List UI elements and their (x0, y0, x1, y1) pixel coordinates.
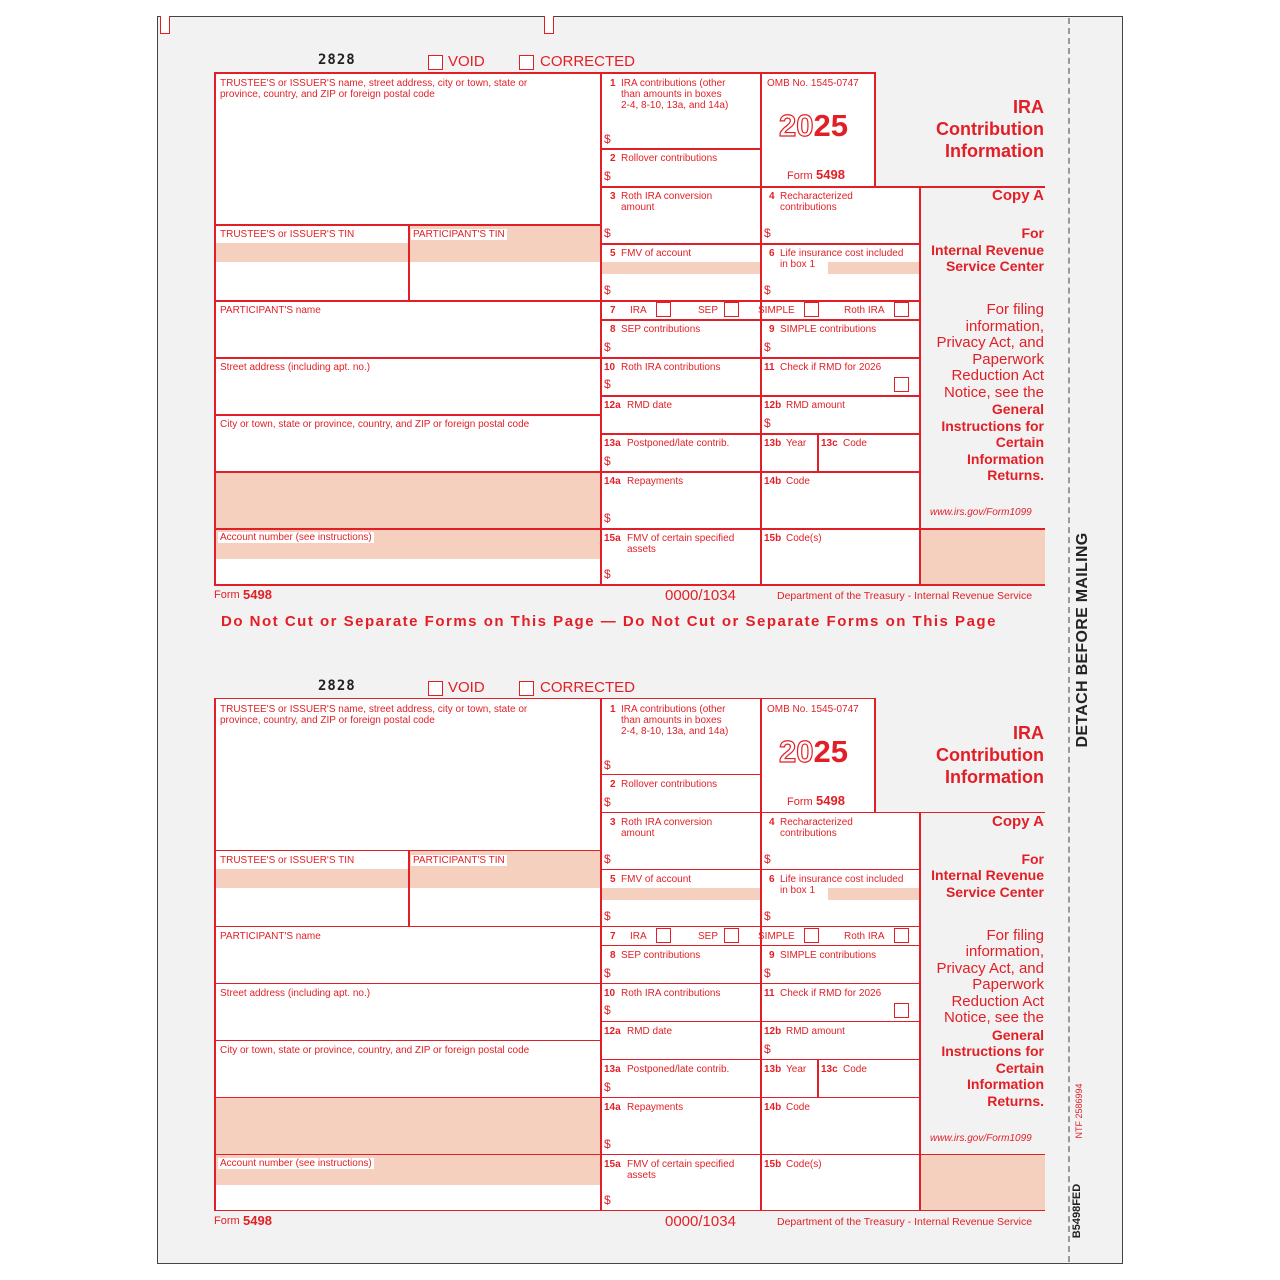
box-5-dollar: $ (604, 908, 611, 923)
box-15a-text: FMV of certain specified assets (627, 533, 735, 555)
box-13a-dollar: $ (604, 1079, 611, 1094)
catalog-number: 0000/1034 (665, 1212, 736, 1230)
trustee-tin-label: TRUSTEE'S or ISSUER'S TIN (220, 229, 355, 240)
box-10-text: Roth IRA contributions (621, 987, 721, 999)
box-8-text: SEP contributions (621, 324, 701, 335)
trustee-tin-label: TRUSTEE'S or ISSUER'S TIN (220, 854, 355, 866)
box-3-text: Roth IRA conversion amount (621, 816, 713, 839)
void-checkbox[interactable] (428, 55, 443, 70)
box-7-roth-checkbox[interactable] (894, 928, 909, 943)
box-8-dollar: $ (604, 965, 611, 980)
box-5-text: FMV of account (621, 248, 692, 259)
box-9-num: 9 (769, 949, 775, 961)
box-6-dollar: $ (764, 908, 771, 923)
box-3-text: Roth IRA conversion amount (621, 191, 713, 213)
box-1-label: 1 (610, 78, 616, 89)
box-13c-text: Code (843, 1063, 867, 1075)
box-14a-dollar: $ (604, 511, 611, 525)
trustee-tin-field[interactable] (214, 869, 408, 926)
trustee-name-label: TRUSTEE'S or ISSUER'S name, street address, city or town, state or province, country, and ZIP or foreign postal code (220, 703, 528, 726)
box-2-text: Rollover contributions (621, 153, 718, 164)
copy-label: Copy A (992, 187, 1044, 204)
box-9-text: SIMPLE contributions (780, 949, 877, 961)
box-15b-text: Code(s) (786, 533, 822, 544)
box-13a-num: 13a (604, 438, 621, 449)
box-4-num: 4 (769, 191, 775, 202)
box-8-num: 8 (610, 324, 616, 335)
box-11-text: Check if RMD for 2026 (780, 362, 882, 373)
box-12a-num: 12a (604, 400, 621, 411)
box-1-label: 1 (610, 703, 616, 715)
box-3-dollar: $ (604, 226, 611, 240)
void-label: VOID (448, 678, 485, 696)
city-label: City or town, state or province, country, and ZIP or foreign postal code (220, 419, 530, 430)
footer-form-number: 5498 (243, 1212, 272, 1228)
box-7-ira-checkbox[interactable] (656, 302, 671, 317)
box-7-simple-label: SIMPLE (758, 305, 795, 316)
box-13a-dollar: $ (604, 454, 611, 468)
box-13c-text: Code (843, 438, 867, 449)
box-3-num: 3 (610, 191, 616, 202)
participant-name-label: PARTICIPANT'S name (220, 930, 321, 942)
box-2-text: Rollover contributions (621, 778, 718, 790)
box-1-text: IRA contributions (other than amounts in boxes 2-4, 8-10, 13a, and 14a) (621, 703, 729, 737)
box-14a-text: Repayments (627, 1101, 684, 1113)
form-5498-copy (0, 0, 1280, 604)
form-word-omb: Form (787, 795, 813, 808)
box-13a-text: Postponed/late contrib. (627, 438, 730, 449)
box-10-text: Roth IRA contributions (621, 362, 721, 373)
box-8-num: 8 (610, 949, 616, 961)
box-7-ira-checkbox[interactable] (656, 928, 671, 943)
box-7-sep-checkbox[interactable] (724, 928, 739, 943)
ntf-code: NTF 2586994 (1074, 1083, 1084, 1139)
omb-number: OMB No. 1545-0747 (767, 703, 859, 715)
department-label: Department of the Treasury - Internal Revenue Service (777, 1215, 1033, 1228)
box-3-num: 3 (610, 816, 616, 828)
box-5-num: 5 (610, 873, 616, 885)
box-13b-text: Year (786, 438, 807, 449)
box-14a-num: 14a (604, 476, 621, 487)
corrected-label: CORRECTED (540, 53, 636, 70)
box-13c-num: 13c (821, 438, 838, 449)
filing-info-text: For filing information, Privacy Act, and Paperwork Reduction Act Notice, see the (936, 301, 1044, 401)
tax-year: 2025 (779, 733, 848, 769)
box-10-num: 10 (604, 362, 616, 373)
box-7-simple-checkbox[interactable] (804, 302, 819, 317)
box-11-checkbox[interactable] (894, 377, 909, 392)
box-9-num: 9 (769, 324, 775, 335)
form-code: 2828 (318, 52, 356, 68)
form-title: IRA Contribution Information (936, 97, 1044, 161)
copy-label: Copy A (992, 812, 1044, 830)
irs-website: www.irs.gov/Form1099 (930, 1132, 1032, 1144)
box-13c-num: 13c (821, 1063, 838, 1075)
void-checkbox[interactable] (428, 681, 443, 696)
catalog-number: 0000/1034 (665, 587, 736, 604)
omb-number: OMB No. 1545-0747 (767, 78, 859, 89)
box-3-dollar: $ (604, 851, 611, 866)
fmv-shade (601, 888, 760, 900)
corrected-checkbox[interactable] (519, 55, 534, 70)
box-14a-text: Repayments (627, 476, 684, 487)
shaded-blank-field (214, 471, 601, 528)
box-11-text: Check if RMD for 2026 (780, 987, 882, 999)
form-number-omb: 5498 (816, 167, 845, 182)
box-10-num: 10 (604, 987, 616, 999)
box-4-text: Recharacterized contributions (780, 816, 853, 839)
detach-label: DETACH BEFORE MAILING (1074, 532, 1091, 748)
box-4-num: 4 (769, 816, 775, 828)
box-8-text: SEP contributions (621, 949, 701, 961)
box-10-dollar: $ (604, 377, 611, 391)
box-1-text: IRA contributions (other than amounts in boxes 2-4, 8-10, 13a, and 14a) (621, 78, 729, 111)
box-4-text: Recharacterized contributions (780, 191, 853, 213)
box-12b-num: 12b (764, 1025, 782, 1037)
box-2-dollar: $ (604, 794, 611, 809)
box-15a-text: FMV of certain specified assets (627, 1158, 735, 1181)
box-7-ira-label: IRA (630, 930, 647, 942)
box-12b-text: RMD amount (786, 1025, 845, 1037)
box-13b-num: 13b (764, 1063, 782, 1075)
account-number-label: Account number (see instructions) (220, 532, 372, 543)
box-15b-num: 15b (764, 1158, 782, 1170)
box-9-text: SIMPLE contributions (780, 324, 877, 335)
city-label: City or town, state or province, country, and ZIP or foreign postal code (220, 1044, 530, 1056)
street-address-label: Street address (including apt. no.) (220, 987, 371, 999)
box-14b-text: Code (786, 476, 810, 487)
box-1-dollar: $ (604, 132, 611, 146)
participant-tin-label: PARTICIPANT'S TIN (413, 229, 505, 240)
box-13a-num: 13a (604, 1063, 621, 1075)
trustee-name-label: TRUSTEE'S or ISSUER'S name, street address, city or town, state or province, country, and ZIP or foreign postal code (220, 78, 528, 100)
box-13b-num: 13b (764, 438, 782, 449)
box-12a-num: 12a (604, 1025, 621, 1037)
box-6-num: 6 (769, 248, 775, 259)
box-10-dollar: $ (604, 1002, 611, 1017)
footer-form-word: Form (214, 589, 240, 601)
box-7-num: 7 (610, 930, 616, 942)
box-13b-text: Year (786, 1063, 807, 1075)
tax-year: 2025 (779, 108, 848, 143)
box-7-simple-checkbox[interactable] (804, 928, 819, 943)
form-word-omb: Form (787, 170, 813, 182)
box-7-sep-label: SEP (698, 305, 719, 316)
corner-shade (920, 1154, 1045, 1211)
participant-name-label: PARTICIPANT'S name (220, 305, 321, 316)
box-7-simple-label: SIMPLE (758, 930, 795, 942)
box-7-sep-checkbox[interactable] (724, 302, 739, 317)
general-instructions-text: General Instructions for Certain Information Returns. (941, 1026, 1044, 1109)
box-2-num: 2 (610, 778, 616, 790)
box-12b-dollar: $ (764, 416, 771, 430)
form-product-code: B5498FED (1071, 1183, 1083, 1239)
box-7-roth-label: Roth IRA (844, 930, 885, 942)
general-instructions-text: General Instructions for Certain Information Returns. (941, 401, 1044, 483)
shaded-blank-field (214, 1097, 601, 1154)
filing-info-text: For filing information, Privacy Act, and Paperwork Reduction Act Notice, see the (936, 926, 1044, 1026)
box-11-num: 11 (764, 987, 775, 999)
box-5-text: FMV of account (621, 873, 692, 885)
for-irs-label: For Internal Revenue Service Center (931, 850, 1044, 900)
box-6-dollar: $ (764, 283, 771, 297)
participant-tin-field[interactable] (408, 243, 601, 300)
box-4-dollar: $ (764, 226, 771, 240)
participant-tin-field[interactable] (408, 869, 601, 926)
footer-form-number: 5498 (243, 587, 272, 602)
fmv-shade (601, 262, 760, 274)
irs-website: www.irs.gov/Form1099 (930, 507, 1032, 518)
box-5-num: 5 (610, 248, 616, 259)
box-14a-num: 14a (604, 1101, 621, 1113)
box-15a-num: 15a (604, 1158, 621, 1170)
account-number-label: Account number (see instructions) (220, 1157, 372, 1169)
box-14b-num: 14b (764, 1101, 782, 1113)
box-14b-text: Code (786, 1101, 810, 1113)
box-2-dollar: $ (604, 169, 611, 183)
box-12a-text: RMD date (627, 1025, 673, 1037)
box-14b-num: 14b (764, 476, 782, 487)
box-12b-dollar: $ (764, 1041, 771, 1056)
box-6-text: Life insurance cost included in box 1 (780, 248, 904, 270)
department-label: Department of the Treasury - Internal Revenue Service (777, 590, 1033, 602)
box-14a-dollar: $ (604, 1136, 611, 1151)
box-15a-num: 15a (604, 533, 621, 544)
box-12b-num: 12b (764, 400, 782, 411)
box-2-num: 2 (610, 153, 616, 164)
box-5-dollar: $ (604, 283, 611, 297)
box-12a-text: RMD date (627, 400, 673, 411)
footer-form-word: Form (214, 1214, 240, 1227)
box-7-sep-label: SEP (698, 930, 719, 942)
box-11-checkbox[interactable] (894, 1003, 909, 1018)
corrected-checkbox[interactable] (519, 681, 534, 696)
box-7-num: 7 (610, 305, 616, 316)
box-6-text: Life insurance cost included in box 1 (780, 873, 904, 896)
box-7-roth-checkbox[interactable] (894, 302, 909, 317)
box-8-dollar: $ (604, 340, 611, 354)
box-15b-text: Code(s) (786, 1158, 822, 1170)
form-5498-copy (0, 626, 1280, 1230)
box-9-dollar: $ (764, 965, 771, 980)
box-15a-dollar: $ (604, 567, 611, 581)
box-7-roth-label: Roth IRA (844, 305, 885, 316)
box-1-dollar: $ (604, 757, 611, 772)
box-15a-dollar: $ (604, 1192, 611, 1207)
box-4-dollar: $ (764, 851, 771, 866)
participant-tin-label: PARTICIPANT'S TIN (413, 854, 505, 866)
box-11-num: 11 (764, 362, 775, 373)
box-13a-text: Postponed/late contrib. (627, 1063, 730, 1075)
trustee-tin-field[interactable] (214, 243, 408, 300)
box-12b-text: RMD amount (786, 400, 845, 411)
form-number-omb: 5498 (816, 792, 845, 808)
box-9-dollar: $ (764, 340, 771, 354)
box-6-num: 6 (769, 873, 775, 885)
corrected-label: CORRECTED (540, 678, 636, 696)
corner-shade (920, 528, 1045, 585)
box-15b-num: 15b (764, 533, 782, 544)
box-7-ira-label: IRA (630, 305, 647, 316)
void-label: VOID (448, 53, 485, 70)
form-title: IRA Contribution Information (936, 722, 1044, 787)
form-code: 2828 (318, 677, 356, 694)
street-address-label: Street address (including apt. no.) (220, 362, 371, 373)
do-not-cut-banner: Do Not Cut or Separate Forms on This Page — Do Not Cut or Separate Forms on This Page (221, 613, 997, 630)
for-irs-label: For Internal Revenue Service Center (931, 225, 1044, 274)
